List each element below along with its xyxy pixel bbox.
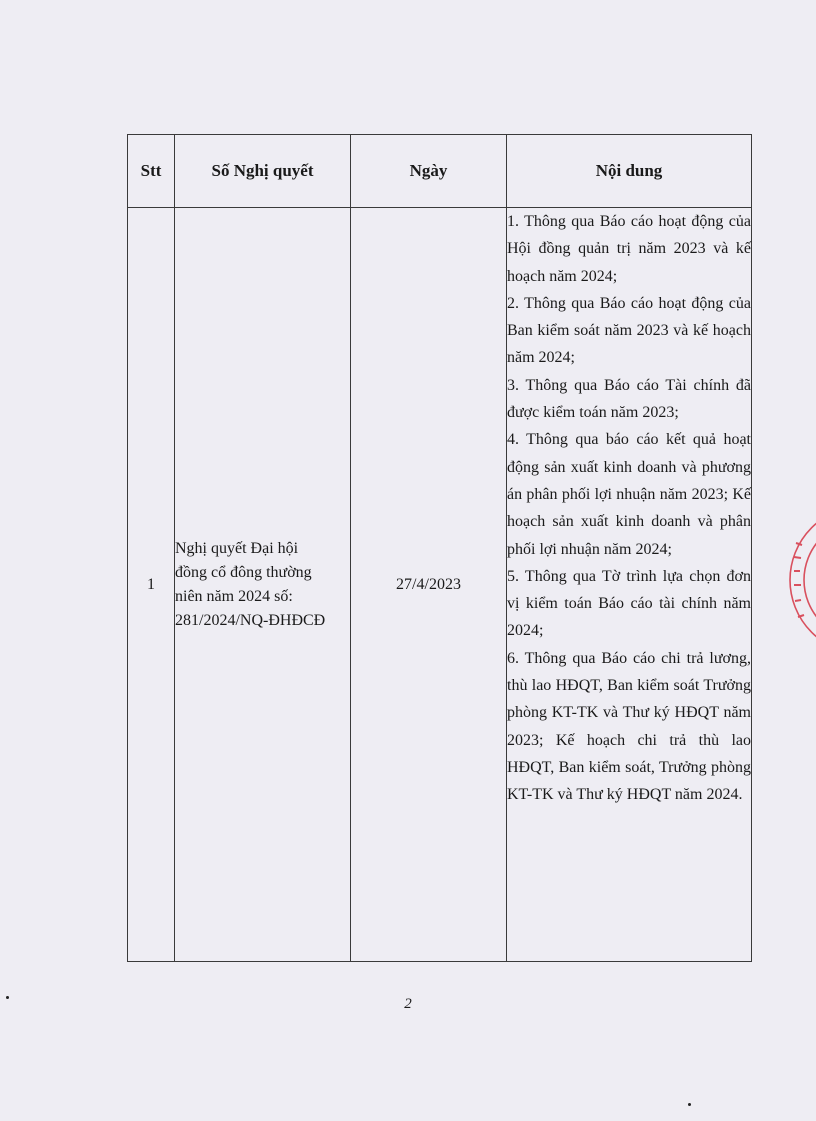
resolution-line: Nghị quyết Đại hội: [175, 539, 299, 557]
row-stt: 1: [128, 208, 175, 962]
header-content: Nội dung: [507, 135, 752, 208]
row-content: [507, 208, 752, 962]
header-date: Ngày: [351, 135, 507, 208]
row-resolution-number: [175, 208, 351, 962]
content-item: 5. Thông qua Tờ trình lựa chọn đơn vị kiểm toán Báo cáo tài chính năm 2024;: [507, 567, 751, 640]
scan-speck: [6, 996, 9, 999]
seal-icon: [786, 505, 816, 655]
resolution-line: 281/2024/NQ-ĐHĐCĐ: [175, 611, 326, 629]
row-date: 27/4/2023: [351, 208, 507, 962]
content-item: 4. Thông qua báo cáo kết quả hoạt động sản xuất kinh doanh và phương án phân phối lợi nhuận năm 2023; Kế hoạch sản xuất kinh doanh và phân phối lợi nhuận năm 2024;: [507, 431, 751, 558]
content-item: 1. Thông qua Báo cáo hoạt động của Hội đồng quản trị năm 2023 và kế hoạch năm 2024;: [507, 213, 751, 285]
resolutions-table: [127, 134, 752, 962]
resolution-line: niên năm 2024 số:: [175, 587, 293, 605]
scan-speck: [688, 1103, 691, 1106]
table-header-row: [128, 135, 752, 208]
company-seal-stamp: [786, 505, 816, 655]
table-row: [128, 208, 752, 962]
content-item: 6. Thông qua Báo cáo chi trả lương, thù lao HĐQT, Ban kiểm soát Trưởng phòng KT-TK và Thư ký HĐQT năm 2023; Kế hoạch chi trả thù lao HĐQT, Ban kiểm soát, Trưởng phòng KT-TK và Thư ký HĐQT năm 2024.: [507, 649, 751, 804]
header-stt: Stt: [128, 135, 175, 208]
content-item: 3. Thông qua Báo cáo Tài chính đã được kiểm toán năm 2023;: [507, 376, 751, 422]
page-number: 2: [404, 996, 412, 1012]
header-resolution-number: Số Nghị quyết: [175, 135, 351, 208]
content-item: 2. Thông qua Báo cáo hoạt động của Ban kiểm soát năm 2023 và kế hoạch năm 2024;: [507, 294, 751, 367]
resolution-line: đồng cổ đông thường: [175, 563, 312, 581]
